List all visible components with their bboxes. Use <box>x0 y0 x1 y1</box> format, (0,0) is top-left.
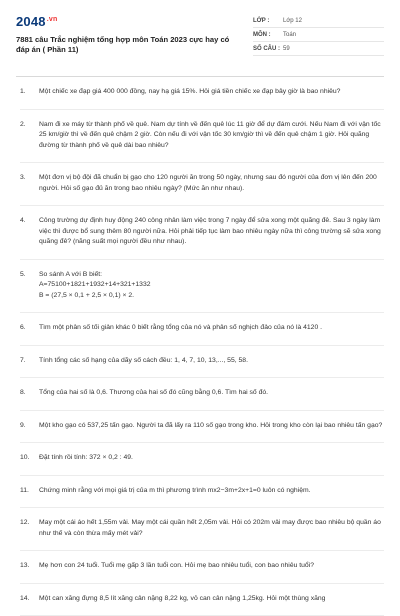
question-item <box>20 476 384 509</box>
page-header <box>0 0 400 62</box>
question-number: 4. <box>20 216 39 248</box>
document-title: 7881 câu Trắc nghiệm tổng hợp môn Toán 2023 cực hay có đáp án ( Phần 11) <box>16 35 231 55</box>
question-item <box>20 260 384 314</box>
question-number: 7. <box>20 356 39 367</box>
question-number: 10. <box>20 453 39 464</box>
logo-suffix: .vn <box>47 16 58 23</box>
question-number: 5. <box>20 270 39 302</box>
question-text: Chứng minh rằng với mọi giá trị của m thì phương trình mx2−3m+2x+1=0 luôn có nghiệm. <box>39 486 384 497</box>
meta-key: LỚP : <box>253 18 283 24</box>
meta-key: SỐ CÂU : <box>253 46 283 52</box>
meta-key: MÔN : <box>253 32 283 38</box>
question-item <box>20 110 384 164</box>
document-meta <box>253 14 384 56</box>
question-text: Một chiếc xe đạp giá 400 000 đồng, nay hạ giá 15%. Hỏi giá tiền chiếc xe đạp bây giờ là bao nhiêu? <box>39 87 384 98</box>
question-text: Công trường dự định huy động 240 công nhân làm việc trong 7 ngày để sửa xong một quãng đê. Sau 3 ngày làm việc thì được bổ sung thêm 80 người nữa. Hỏi phải tiếp tục làm bao nhiêu ngày nữa thì công trường sẽ sửa xong quãng đê? (năng suất mọi người đều như nhau). <box>39 216 384 248</box>
meta-row-subject <box>253 28 384 42</box>
question-number: 2. <box>20 120 39 152</box>
question-text: Tổng của hai số là 0,6. Thương của hai số đó cũng bằng 0,6. Tìm hai số đó. <box>39 388 384 399</box>
question-item <box>20 77 384 110</box>
question-number: 9. <box>20 421 39 432</box>
question-text: So sánh A với B biết: A=75100+1821+1932+14+321+1332 B = (27,5 × 0,1 + 2,5 × 0,1) × 2. <box>39 270 384 302</box>
question-item <box>20 551 384 584</box>
question-number: 8. <box>20 388 39 399</box>
question-item <box>20 206 384 260</box>
meta-value: Lớp 12 <box>283 18 302 24</box>
logo-text: 2048 <box>16 14 46 29</box>
question-text: Một kho gạo có 537,25 tấn gạo. Người ta đã lấy ra 110 số gạo trong kho. Hỏi trong kho còn lại bao nhiêu tấn gạo? <box>39 421 384 432</box>
meta-value: Toán <box>283 32 296 38</box>
question-number: 3. <box>20 173 39 194</box>
question-text: May một cái áo hết 1,55m vải. May một cái quần hết 2,05m vải. Hỏi có 202m vải may được bao nhiêu bộ quần áo như thế và còn thừa mấy mét vải? <box>39 518 384 539</box>
question-item <box>20 508 384 551</box>
question-text: Tính tổng các số hạng của dãy số cách đều: 1, 4, 7, 10, 13,..., 55, 58. <box>39 356 384 367</box>
question-list <box>0 77 400 616</box>
question-number: 1. <box>20 87 39 98</box>
question-item <box>20 346 384 379</box>
question-number: 14. <box>20 594 39 605</box>
question-text: Đặt tính rồi tính: 372 × 0,2 : 49. <box>39 453 384 464</box>
question-item <box>20 411 384 444</box>
question-number: 6. <box>20 323 39 334</box>
meta-row-count <box>253 42 384 56</box>
meta-row-class <box>253 14 384 28</box>
question-text: Tìm một phân số tối giản khác 0 biết rằng tổng của nó và phân số nghịch đảo của nó là 4120 . <box>39 323 384 334</box>
question-text: Mẹ hơn con 24 tuổi. Tuổi mẹ gấp 3 lần tuổi con. Hỏi mẹ bao nhiêu tuổi, con bao nhiêu tuổi? <box>39 561 384 572</box>
question-number: 13. <box>20 561 39 572</box>
question-number: 12. <box>20 518 39 539</box>
question-text: Nam đi xe máy từ thành phố về quê. Nam dự tính về đến quê lúc 11 giờ để dự đám cưới. Nếu Nam đi với vận tốc 25 km/giờ thì về đến quê chậm 2 giờ. Còn nếu đi với vận tốc 30 km/giờ thì về đến quê chậm 1 giờ. Hỏi quãng đường từ thành phố về quê dài bao nhiêu? <box>39 120 384 152</box>
question-item <box>20 163 384 206</box>
meta-value: 59 <box>283 46 290 52</box>
question-text: Một đơn vị bộ đội đã chuẩn bị gạo cho 120 người ăn trong 50 ngày, nhưng sau đó người của đơn vị lên đến 200 người. Hỏi số gạo đủ ăn trong bao nhiêu ngày? (Mức ăn như nhau). <box>39 173 384 194</box>
question-item <box>20 313 384 346</box>
question-item <box>20 443 384 476</box>
question-text: Một can xăng đựng 8,5 lít xăng cân nặng 8,22 kg, vỏ can cân nặng 1,25kg. Hỏi một thùng xăng <box>39 594 384 605</box>
question-item <box>20 378 384 411</box>
question-number: 11. <box>20 486 39 497</box>
